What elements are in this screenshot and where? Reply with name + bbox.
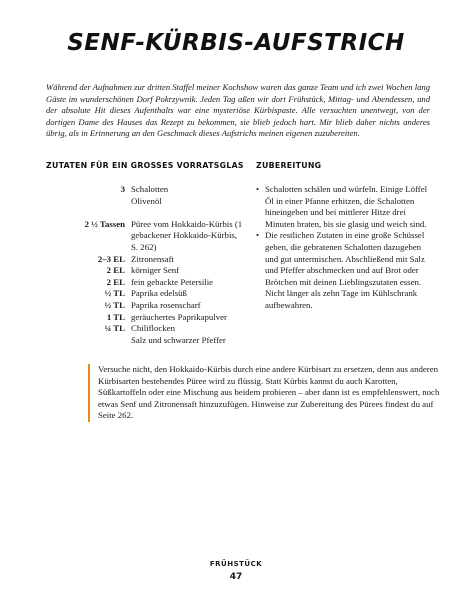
intro-text: Während der Aufnahmen zur dritten Staffel meiner Kochshow waren das ganze Team und ich zwei Wochen lang Gäste im wunderschönen Dorf Pokrzywnik. Jeden Tag aßen wir dort Frühstück, Mittag- und Abendessen, und der absolute Hit dieses Aufenthalts war eine mysteriöse Kürbispaste. Alle versuchten unentwegt, von der dortigen Dame des Hauses das Rezept zu bekommen, sie blieb jedoch hart. Mir blieb daher nichts anderes übrig, als in Erinnerung an den Geschmack dieses Aufstrichs meinen eigenen zuzubereiten. <box>46 82 430 139</box>
ingredient-row <box>46 219 246 254</box>
ingredient-row <box>46 196 246 208</box>
ingredient-amount: ½ TL <box>104 299 125 310</box>
ingredient-amount <box>46 207 131 219</box>
tip-text: Versuche nicht, den Hokkaido-Kürbis durch eine andere Kürbisart zu ersetzen, denn aus anderen Kürbisarten bestehendes Püree wird zu flüssig. Statt Kürbis kannst du auch Karotten, Süßkartoffeln oder eine Mischung aus beidem probieren – aber dann ist es empfehlenswert, noch etwas Senf und Zitronensaft hinzuzufügen. Hinweise zur Zubereitung des Pürees findest du auf Seite 262. <box>98 364 440 421</box>
ingredient-amount: 2 ½ Tassen <box>84 218 125 229</box>
ingredient-amount: ½ TL <box>104 288 125 299</box>
ingredients-heading: ZUTATEN FÜR EIN GROSSES VORRATSGLAS <box>46 161 244 170</box>
intro-paragraph <box>46 82 430 140</box>
section-label: FRÜHSTÜCK <box>209 560 263 568</box>
preparation-step <box>256 230 434 311</box>
ingredient-amount <box>46 196 131 208</box>
ingredient-amount: 3 <box>120 184 125 194</box>
ingredient-spacer <box>46 207 246 219</box>
ingredient-amount <box>46 335 131 347</box>
ingredient-row <box>46 323 246 335</box>
ingredient-row <box>46 288 246 300</box>
ingredient-name: Schalotten <box>131 184 169 194</box>
step-text: Die restlichen Zutaten in eine große Schüssel geben, die gebratenen Schalotten dazugeben und gut untermischen. Abschließend mit Salz und Pfeffer abschmecken und auf Brot oder Brötchen mit deinen Lieblingszutaten essen. Nicht länger als zehn Tage im Kühlschrank aufbewahren. <box>265 230 425 310</box>
ingredient-name: Paprika rosenscharf <box>131 299 201 310</box>
ingredient-row <box>46 312 246 324</box>
ingredient-name: körniger Senf <box>131 265 180 276</box>
ingredient-amount: ¼ TL <box>104 323 125 334</box>
preparation-steps <box>256 184 434 312</box>
step-text: Schalotten schälen und würfeln. Einige Löffel Öl in einer Pfanne erhitzen, die Schalotten hineingeben und bei mittlerer Hitze drei Minuten braten, bis sie glasig und weich sind. <box>265 184 428 229</box>
bullet-icon: • <box>256 230 260 241</box>
tip-box <box>88 364 440 422</box>
ingredient-row <box>46 335 246 347</box>
recipe-title: SENF-KÜRBIS-AUFSTRICH <box>67 30 405 56</box>
page-number: 47 <box>229 572 243 582</box>
ingredient-amount: 2–3 EL <box>97 253 125 264</box>
ingredient-name: Paprika edelsüß <box>131 288 187 299</box>
ingredient-name: fein gehackte Petersilie <box>131 276 214 287</box>
preparation-step <box>256 184 434 230</box>
ingredient-amount: 2 EL <box>106 265 125 276</box>
bullet-icon: • <box>256 184 260 194</box>
ingredients-list <box>46 184 246 346</box>
ingredient-row <box>46 254 246 266</box>
ingredient-name: Chiliflocken <box>131 323 175 334</box>
preparation-heading: ZUBEREITUNG <box>256 161 322 170</box>
ingredient-row <box>46 184 246 196</box>
ingredient-name: Salz und schwarzer Pfeffer <box>131 334 226 345</box>
ingredient-amount: 2 EL <box>106 276 125 287</box>
ingredient-name: Olivenöl <box>131 195 162 206</box>
ingredient-name: Püree vom Hokkaido-Kürbis (1 gebackener Hokkaido-Kürbis, S. 262) <box>131 218 243 252</box>
ingredient-name <box>131 207 246 219</box>
ingredient-amount: 1 TL <box>106 311 125 322</box>
ingredient-name: geräuchertes Paprikapulver <box>131 311 227 322</box>
ingredient-row <box>46 300 246 312</box>
ingredient-row <box>46 265 246 277</box>
ingredient-name: Zitronensaft <box>131 253 174 264</box>
ingredient-row <box>46 277 246 289</box>
